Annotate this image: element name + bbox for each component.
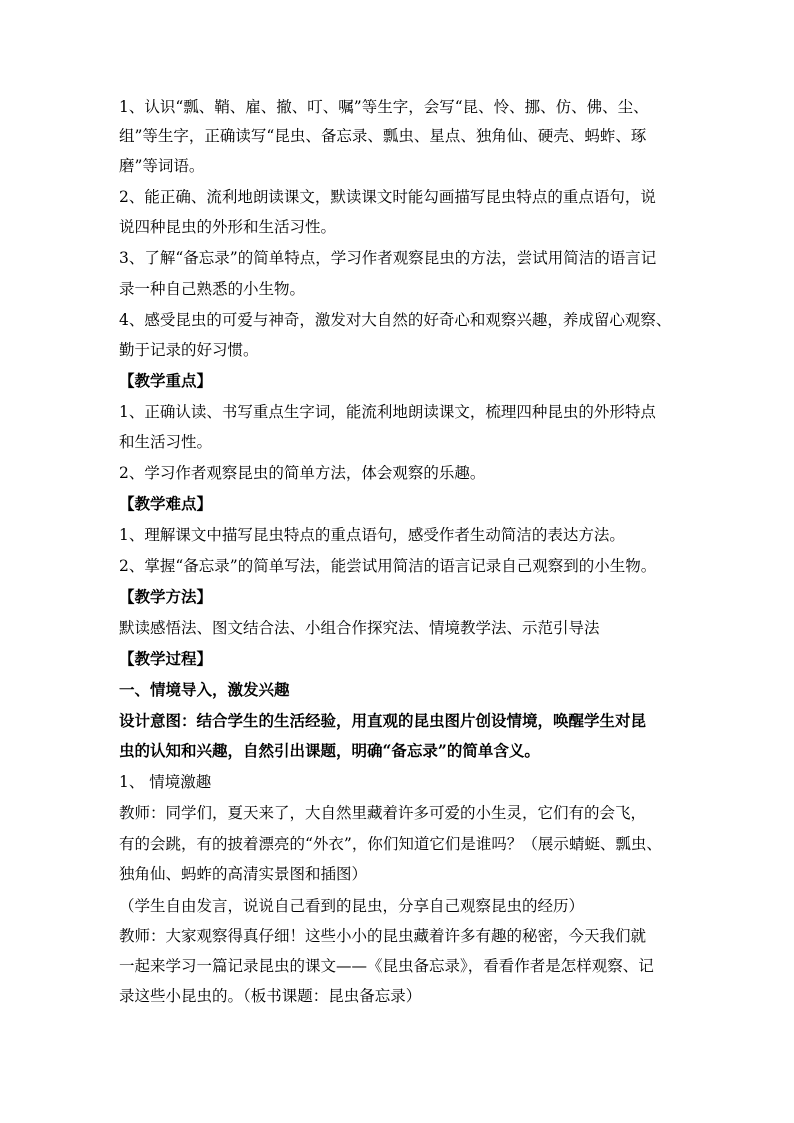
text-line: 1、 情境激趣	[119, 773, 212, 791]
heading-line: 【教学过程】	[119, 649, 213, 668]
text-line: 录这些小昆虫的。（板书课题：昆虫备忘录）	[119, 987, 422, 1005]
text-line: 说四种昆虫的外形和生活习性。	[119, 218, 337, 236]
heading-line: 【教学难点】	[119, 494, 213, 513]
text-line: 有的会跳，有的披着漂亮的“外衣”，你们知道它们是谁吗？（展示蜻蜓、瓢虫、	[119, 835, 662, 853]
text-line: 默读感悟法、图文结合法、小组合作探究法、情境教学法、示范引导法	[119, 619, 600, 637]
text-line: 1、理解课文中描写昆虫特点的重点语句，感受作者生动简洁的表达方法。	[119, 526, 625, 544]
text-line: 和生活习性。	[119, 433, 213, 451]
text-line: 组”等生字，正确读写“昆虫、备忘录、瓢虫、星点、独角仙、硬壳、蚂蚱、琢	[119, 127, 647, 145]
heading-line: 【教学方法】	[119, 587, 213, 606]
text-line: 3、了解“备忘录”的简单特点，学习作者观察昆虫的方法，尝试用简洁的语言记	[119, 249, 657, 267]
text-line: 磨”等词语。	[119, 157, 205, 175]
text-line: 勤于记录的好习惯。	[119, 341, 259, 359]
text-line: （学生自由发言，说说自己看到的昆虫，分享自己观察昆虫的经历）	[119, 897, 585, 915]
text-line: 4、感受昆虫的可爱与神奇，激发对大自然的好奇心和观察兴趣，养成留心观察、	[119, 311, 672, 329]
heading-line: 一、情境导入，激发兴趣	[119, 680, 290, 699]
text-line: 2、学习作者观察昆虫的简单方法，体会观察的乐趣。	[119, 464, 486, 482]
text-line: 2、能正确、流利地朗读课文，默读课文时能勾画描写昆虫特点的重点语句，说	[119, 188, 656, 206]
text-line: 教师：同学们，夏天来了，大自然里藏着许多可爱的小生灵，它们有的会飞，	[119, 804, 647, 822]
heading-line: 设计意图：结合学生的生活经验，用直观的昆虫图片创设情境，唤醒学生对昆	[119, 711, 647, 730]
text-line: 1、认识“瓢、鞘、雇、撤、叮、嘱”等生字，会写“昆、怜、挪、仿、佛、尘、	[119, 98, 649, 116]
text-line: 1、正确认读、书写重点生字词，能流利地朗读课文，梳理四种昆虫的外形特点	[119, 403, 656, 421]
text-line: 独角仙、蚂蚱的高清实景图和插图）	[119, 865, 368, 883]
text-line: 2、掌握“备忘录”的简单写法，能尝试用简洁的语言记录自己观察到的小生物。	[119, 557, 657, 575]
text-line: 教师：大家观察得真仔细！这些小小的昆虫藏着许多有趣的秘密，今天我们就	[119, 927, 647, 945]
text-line: 一起来学习一篇记录昆虫的课文——《昆虫备忘录》，看看作者是怎样观察、记	[119, 957, 654, 975]
heading-line: 【教学重点】	[119, 371, 213, 390]
heading-line: 虫的认知和兴趣，自然引出课题，明确“备忘录”的简单含义。	[119, 741, 540, 760]
text-line: 录一种自己熟悉的小生物。	[119, 280, 306, 298]
